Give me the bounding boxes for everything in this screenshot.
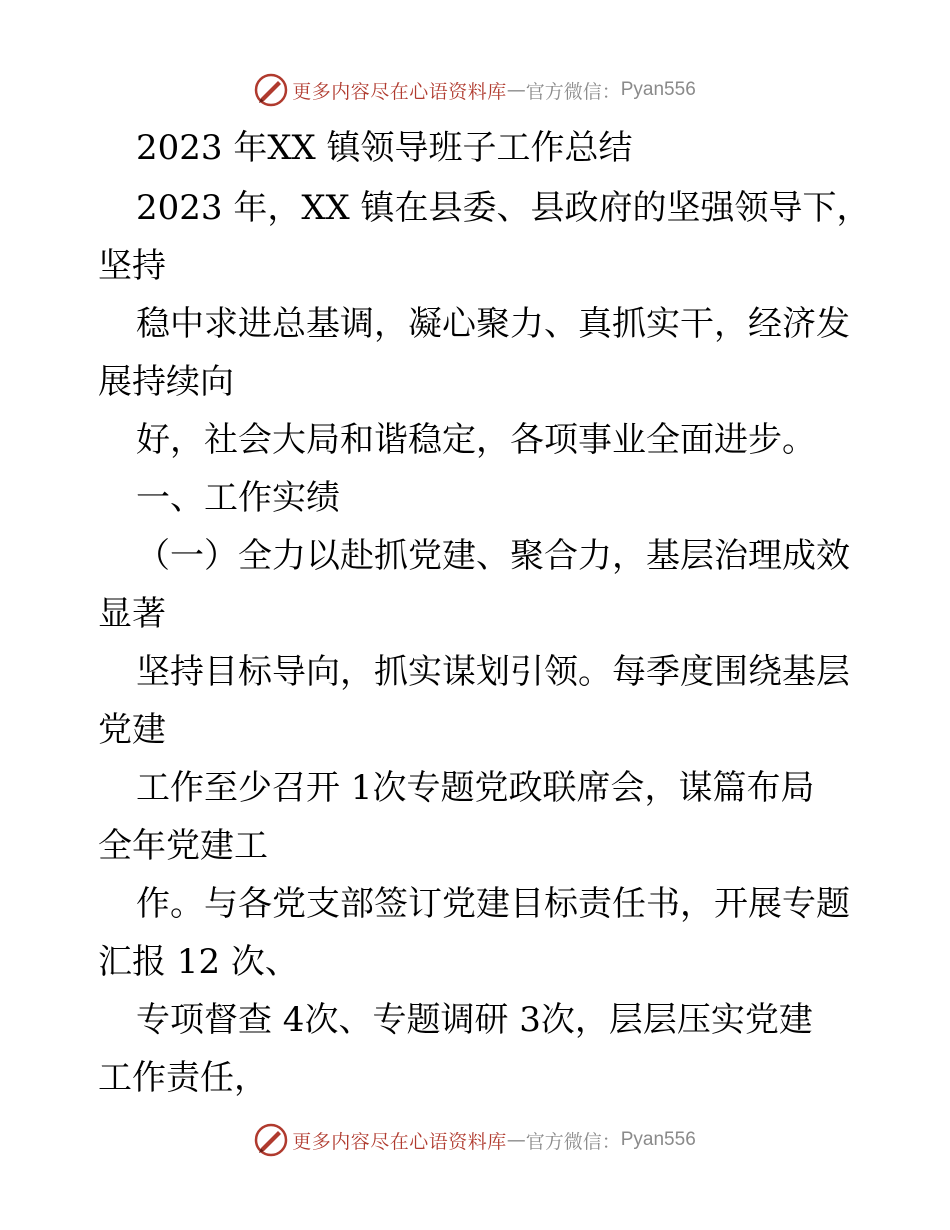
paragraph-line: 坚持目标导向，抓实谋划引领。每季度围绕基层	[136, 652, 850, 692]
paragraph-line: 汇报 12 次、	[98, 942, 299, 982]
paragraph-line: 党建	[98, 710, 166, 750]
banner-contact-id: Pyan556	[620, 1129, 696, 1150]
banner-separator: —	[506, 1129, 526, 1151]
subsection-heading: 显著	[98, 594, 166, 634]
pen-logo-icon	[254, 73, 288, 107]
section-heading: 一、工作实绩	[136, 478, 340, 518]
paragraph-line: 2023 年，XX 镇在县委、县政府的坚强领导下，	[136, 188, 871, 228]
paragraph-line: 工作责任，	[98, 1058, 268, 1098]
watermark-banner-bottom	[0, 1120, 950, 1160]
banner-text: 更多内容尽在心语资料库	[292, 80, 507, 103]
watermark-banner-top	[0, 70, 950, 110]
banner-separator: —	[506, 79, 526, 101]
banner-contact-label: 官方微信：	[525, 80, 621, 103]
paragraph-line: 好，社会大局和谐稳定，各项事业全面进步。	[136, 420, 816, 460]
banner-text: 更多内容尽在心语资料库	[292, 1130, 507, 1153]
banner-contact-label: 官方微信：	[525, 1130, 621, 1153]
paragraph-line: 作。与各党支部签订党建目标责任书，开展专题	[136, 884, 850, 924]
subsection-heading: （一）全力以赴抓党建、聚合力，基层治理成效	[136, 536, 850, 576]
paragraph-line: 坚持	[98, 246, 166, 286]
paragraph-line: 稳中求进总基调，凝心聚力、真抓实干，经济发	[136, 304, 850, 344]
banner-contact-id: Pyan556	[620, 79, 696, 100]
pen-logo-icon	[254, 1123, 288, 1157]
paragraph-line: 展持续向	[98, 362, 234, 402]
paragraph-line: 工作至少召开 1次专题党政联席会，谋篇布局	[136, 768, 815, 808]
paragraph-line: 全年党建工	[98, 826, 268, 866]
document-title: 2023 年XX 镇领导班子工作总结	[136, 128, 633, 168]
paragraph-line: 专项督查 4次、专题调研 3次，层层压实党建	[136, 1000, 813, 1040]
